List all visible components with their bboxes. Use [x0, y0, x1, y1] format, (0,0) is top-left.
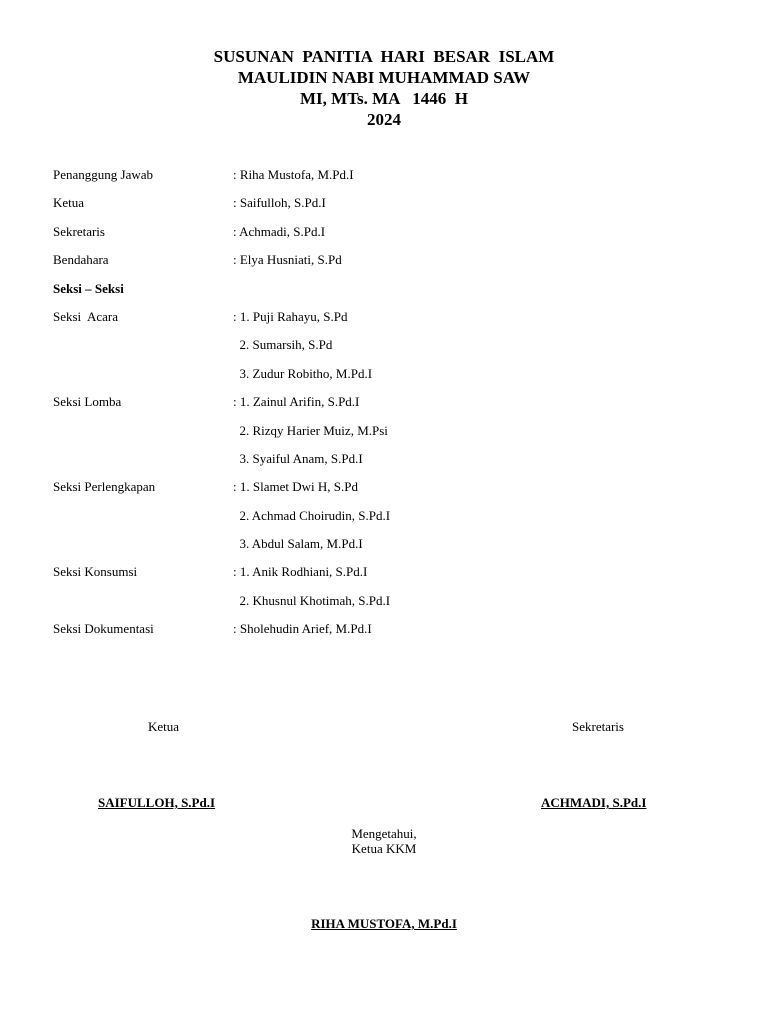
member-value: : 1. Anik Rodhiani, S.Pd.I	[233, 564, 368, 580]
member-value: : Elya Husniati, S.Pd	[233, 252, 342, 268]
approval-line-2: Ketua KKM	[351, 841, 417, 856]
role-label: Ketua	[53, 195, 85, 211]
title-line-4: 2024	[367, 110, 401, 129]
member-value: 2. Achmad Choirudin, S.Pd.I	[233, 507, 391, 523]
roster-row	[53, 474, 713, 502]
approval-block	[0, 826, 768, 856]
role-label: Bendahara	[53, 252, 109, 268]
committee-roster	[53, 162, 713, 645]
member-value: : 1. Puji Rahayu, S.Pd	[233, 308, 348, 324]
member-value: : 1. Zainul Arifin, S.Pd.I	[233, 394, 360, 410]
role-label: Sekretaris	[53, 223, 105, 239]
role-label: Seksi Dokumentasi	[53, 621, 154, 637]
roster-row	[53, 190, 713, 218]
roster-row	[53, 361, 713, 389]
roster-row	[53, 531, 713, 559]
member-value: 2. Sumarsih, S.Pd	[233, 337, 333, 353]
member-value: 3. Abdul Salam, M.Pd.I	[233, 536, 363, 552]
roster-row	[53, 446, 713, 474]
roster-row	[53, 247, 713, 275]
roster-row	[53, 559, 713, 587]
section-heading: Seksi – Seksi	[53, 280, 124, 296]
title-line-1: SUSUNAN PANITIA HARI BESAR ISLAM	[213, 47, 555, 66]
member-value: 3. Zudur Robitho, M.Pd.I	[233, 365, 373, 381]
approval-line-1: Mengetahui,	[351, 826, 417, 841]
member-value: 2. Khusnul Khotimah, S.Pd.I	[233, 592, 391, 608]
roster-row	[53, 219, 713, 247]
roster-row	[53, 332, 713, 360]
roster-row	[53, 616, 713, 644]
roster-row	[53, 304, 713, 332]
role-label: Penanggung Jawab	[53, 167, 154, 182]
roster-row	[53, 162, 713, 190]
member-value: 2. Rizqy Harier Muiz, M.Psi	[233, 422, 388, 438]
roster-row	[53, 389, 713, 417]
right-signature-name: ACHMADI, S.Pd.I	[541, 795, 647, 810]
document-title	[0, 46, 768, 130]
member-value: : Saifulloh, S.Pd.I	[233, 195, 326, 211]
right-signature-title: Sekretaris	[572, 719, 624, 734]
roster-row	[53, 276, 713, 304]
member-value: : Riha Mustofa, M.Pd.I	[233, 167, 354, 182]
left-signature-name: SAIFULLOH, S.Pd.I	[98, 795, 216, 810]
approval-name-block	[0, 916, 768, 931]
title-line-3: MI, MTs. MA 1446 H	[300, 89, 468, 108]
roster-row	[53, 418, 713, 446]
title-line-2: MAULIDIN NABI MUHAMMAD SAW	[237, 68, 531, 87]
role-label: Seksi Perlengkapan	[53, 479, 156, 495]
member-value: : Sholehudin Arief, M.Pd.I	[233, 621, 372, 637]
member-value: : Achmadi, S.Pd.I	[233, 223, 326, 239]
role-label: Seksi Lomba	[53, 394, 122, 410]
roster-row	[53, 588, 713, 616]
roster-row	[53, 503, 713, 531]
role-label: Seksi Acara	[53, 308, 118, 324]
approval-signature-name: RIHA MUSTOFA, M.Pd.I	[311, 916, 457, 931]
member-value: : 1. Slamet Dwi H, S.Pd	[233, 479, 358, 495]
role-label: Seksi Konsumsi	[53, 564, 138, 580]
member-value: 3. Syaiful Anam, S.Pd.I	[233, 450, 363, 466]
left-signature-title: Ketua	[148, 719, 180, 734]
